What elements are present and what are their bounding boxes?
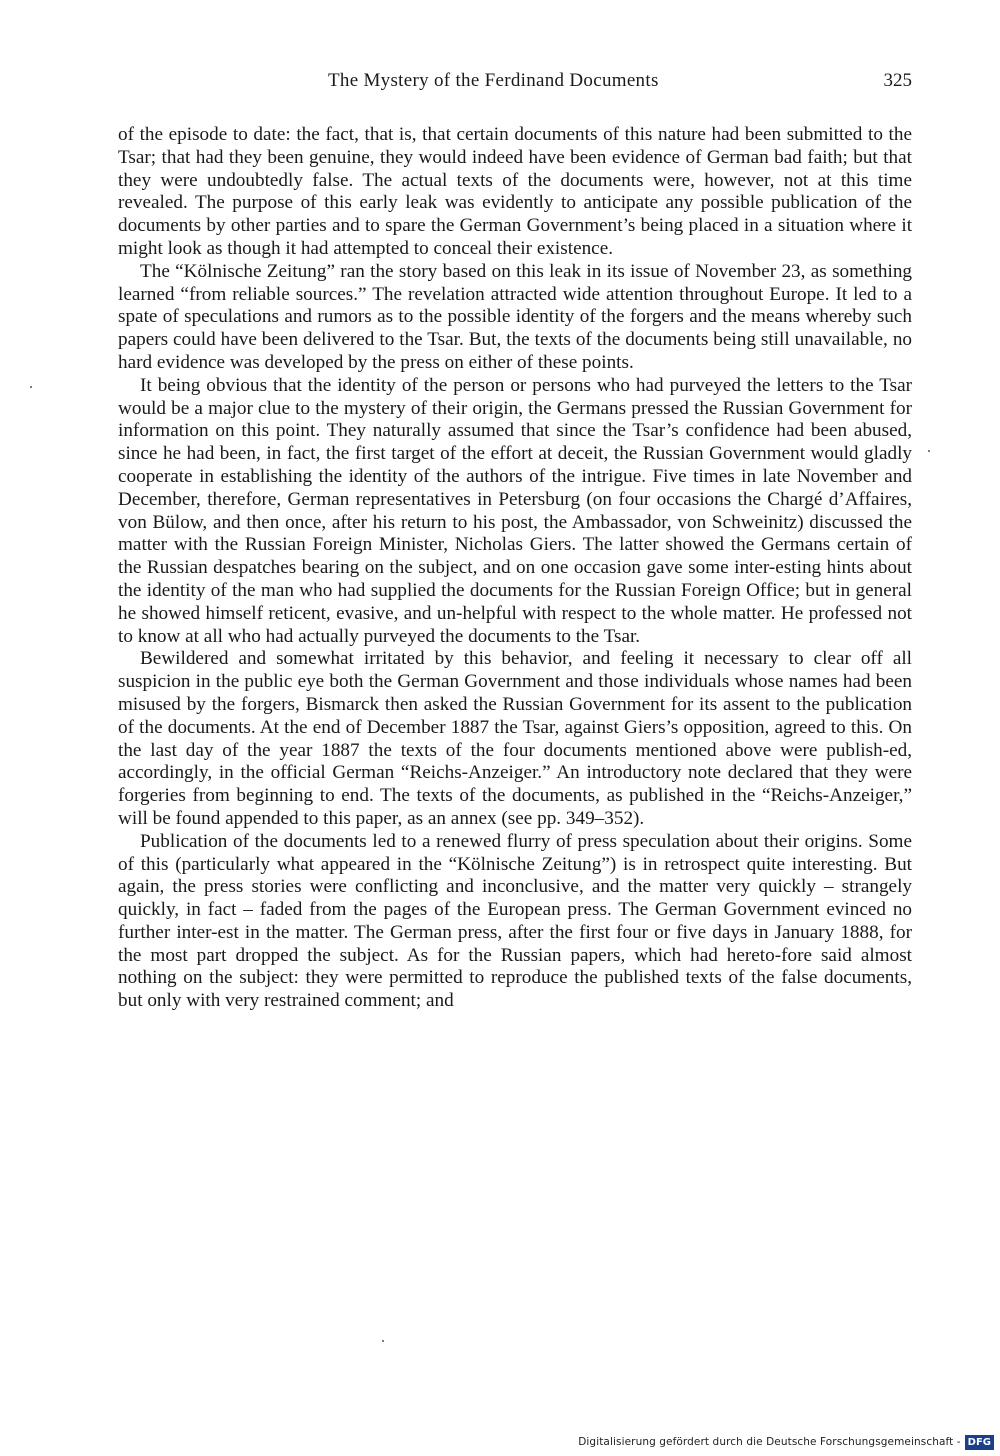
- text-line: of December 1887 the Tsar, against Giers’s opposition, agreed to this. On the last: [118, 716, 912, 761]
- text-line: Russian despatches bearing on the subject, and on one occasion gave some inter-: [146, 557, 776, 579]
- text-line: where it might look as though it had attempted to conceal their existence.: [118, 215, 913, 259]
- text-line: annex (see pp. 349–352).: [450, 807, 645, 829]
- text-line: day of the year 1887 the texts of the four documents mentioned above were publish-: [185, 739, 890, 761]
- margin-speck: [382, 1340, 384, 1342]
- text-line: four occasions the Chargé d’Affaires, von Bülow, and then once, after his return to: [118, 488, 912, 533]
- text-line: est in the matter. The German press, after the first four or five days in January 1888,: [217, 921, 884, 943]
- text-line: early leak was evidently to anticipate any possible publication of the documents by: [118, 192, 912, 237]
- page-number: 325: [883, 70, 912, 91]
- text-line: his post, the Ambassador, von Schweinitz) discussed the matter with the Russian: [118, 511, 913, 556]
- text-line: Foreign Minister, Nicholas Giers. The latter showed the Germans certain of the: [118, 534, 913, 579]
- text-line: hard evidence was developed by the press on either of these points.: [118, 351, 634, 373]
- running-title: The Mystery of the Ferdinand Documents: [328, 70, 659, 91]
- text-line: late November and December, therefore, German representatives in Petersburg (on: [118, 465, 913, 510]
- text-line: their origins. Some of this (particularly what appeared in the “Kölnische Zeitung”): [118, 830, 912, 875]
- paragraph-5: [118, 831, 912, 1013]
- text-line: Russian Government for its assent to the publication of the documents. At the end: [118, 693, 913, 738]
- credit-text: Digitalisierung gefördert durch die Deutsche Forschungsgemeinschaft -: [578, 1436, 961, 1448]
- dfg-logo: DFG: [965, 1435, 994, 1450]
- text-line: of the episode to date: the fact, that is, that certain documents of this nature had been: [118, 124, 782, 145]
- text-line: The “Kölnische Zeitung” ran the story based on this leak in its issue of November: [140, 260, 777, 282]
- text-line: other parties and to spare the German Government’s being placed in a situation: [230, 215, 844, 237]
- paragraph-2: [118, 261, 912, 375]
- digitization-credit: [578, 1434, 994, 1450]
- text-line: submitted to the Tsar; that had they been genuine, they would indeed have been: [118, 124, 912, 168]
- text-line: letters to the Tsar would be a major clue to the mystery of their origin, the Germans: [118, 374, 912, 419]
- body-text: [118, 124, 912, 1013]
- text-line: actually purveyed the documents to the Tsar.: [298, 625, 641, 647]
- text-line: inconclusive, and the matter very quickly – strangely quickly, in fact – faded from: [118, 876, 913, 921]
- text-line: published texts of the false documents, but only with very restrained comment; and: [118, 967, 912, 1012]
- running-head: [118, 68, 912, 98]
- text-line: ed, accordingly, in the official German “Reichs-Anzeiger.” An introductory note: [118, 739, 913, 784]
- text-line: evidence of German bad faith; but that they were undoubtedly false. The actual texts: [118, 146, 912, 191]
- text-line: delivered to the Tsar. But, the texts of the documents being still unavailable, no: [303, 329, 913, 351]
- text-line: 23, as something learned “from reliable sources.” The revelation attracted wide: [118, 260, 913, 305]
- text-line: helpful with respect to the whole matter. He professed not to know at all who had: [118, 602, 913, 647]
- text-line: is in retrospect quite interesting. But again, the press stories were conflicting and: [118, 853, 912, 898]
- text-line: clear off all suspicion in the public eye both the German Government and those: [118, 648, 912, 693]
- text-line: pressed the Russian Government for information on this point. They naturally: [118, 397, 912, 442]
- text-line: fore said almost nothing on the subject: they were permitted to reproduce the: [118, 944, 912, 989]
- paragraph-3: [118, 375, 912, 649]
- text-line: individuals whose names had been misused by the forgers, Bismarck then asked the: [118, 671, 913, 715]
- text-line: esting hints about the identity of the man who had supplied the documents for the: [118, 557, 913, 601]
- text-line: It being obvious that the identity of the person or persons who had purveyed the: [140, 374, 771, 396]
- text-line: the pages of the European press. The German Government evinced no further inter-: [118, 899, 913, 943]
- text-line: as published in the “Reichs-Anzeiger,” will be found appended to this paper, as an: [118, 785, 913, 829]
- paragraph-4: [118, 648, 912, 830]
- text-line: for the most part dropped the subject. As for the Russian papers, which had hereto-: [118, 921, 913, 966]
- margin-speck: [30, 386, 32, 388]
- text-line: attention throughout Europe. It led to a spate of speculations and rumors as to the: [118, 283, 912, 328]
- text-line: Russian Foreign Office; but in general he showed himself reticent, evasive, and un-: [118, 579, 913, 624]
- text-line: Publication of the documents led to a renewed flurry of press speculation about: [140, 830, 759, 852]
- text-line: Bewildered and somewhat irritated by this behavior, and feeling it necessary to: [140, 648, 804, 670]
- paragraph-1: [118, 124, 912, 261]
- text-line: possible identity of the forgers and the means whereby such papers could have been: [118, 306, 913, 351]
- text-line: fact, the first target of the effort at deceit, the Russian Government would gladly: [286, 443, 913, 465]
- text-line: of the documents were, however, not at this time revealed. The purpose of this: [118, 169, 912, 214]
- text-line: cooperate in establishing the identity of the authors of the intrigue. Five times in: [118, 465, 757, 487]
- margin-speck: [928, 450, 930, 452]
- text-line: declared that they were forgeries from beginning to end. The texts of the documents,: [118, 762, 912, 807]
- text-line: assumed that since the Tsar’s confidence had been abused, since he had been, in: [118, 420, 913, 465]
